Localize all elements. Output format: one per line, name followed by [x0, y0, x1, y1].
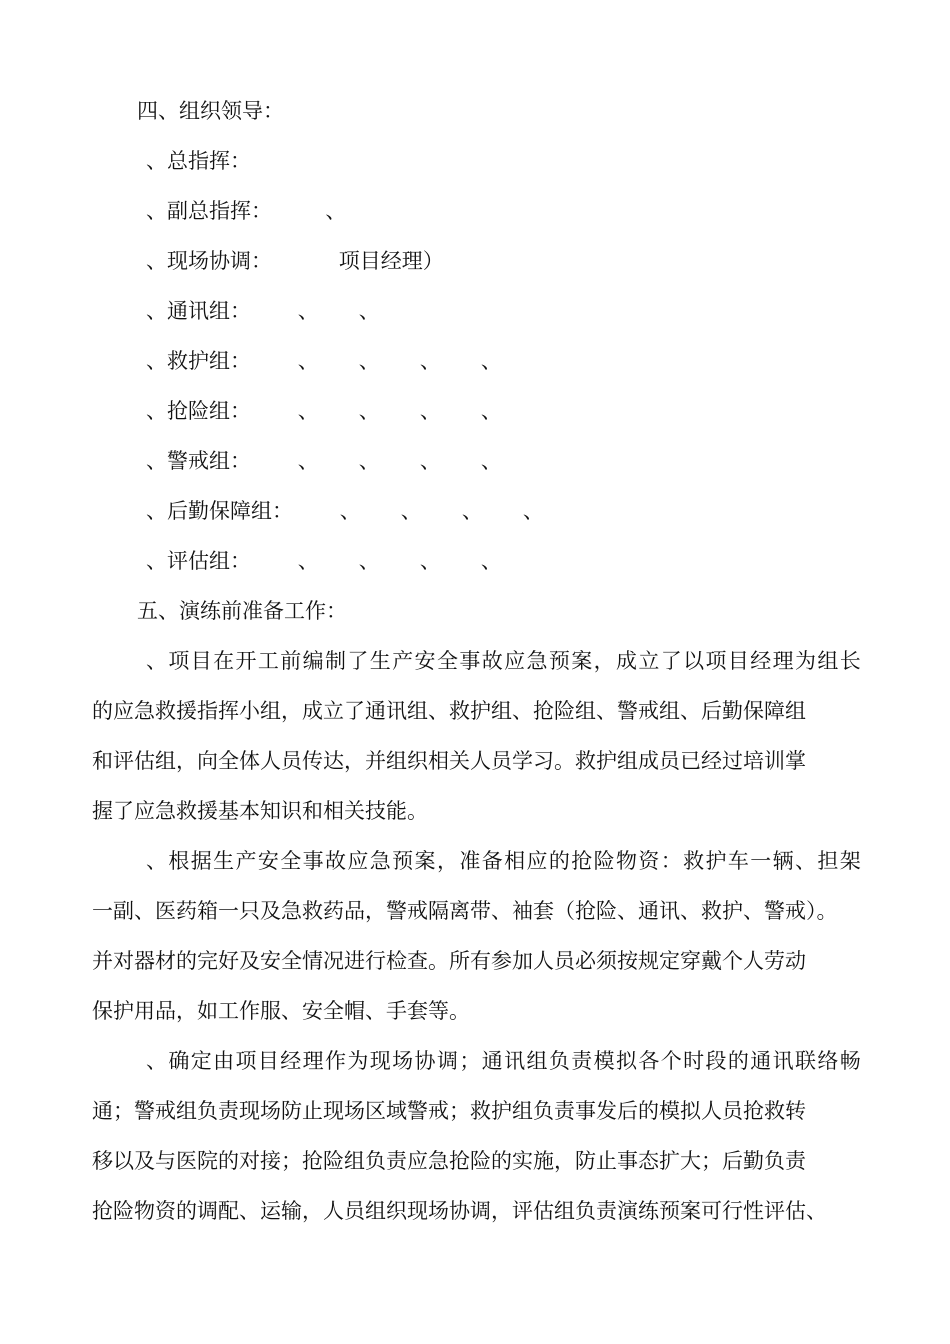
section-4-heading: 四、组织领导： [137, 99, 284, 123]
paragraph-2-line-2: 一副、医药箱一只及急救药品，警戒隔离带、袖套（抢险、通讯、救护、警戒）。 [92, 899, 838, 923]
paragraph-3-line-1: 、确定由项目经理作为现场协调；通讯组负责模拟各个时段的通讯联络畅 [146, 1049, 863, 1073]
paragraph-1-line-1: 、项目在开工前编制了生产安全事故应急预案，成立了以项目经理为组长 [146, 649, 863, 673]
role-site-coordinator: 、现场协调： 项目经理） [146, 249, 444, 273]
role-rescue-group: 、救护组： 、 、 、 、 [146, 349, 502, 373]
role-assessment-group: 、评估组： 、 、 、 、 [146, 549, 502, 573]
paragraph-1-line-3: 和评估组，向全体人员传达，并组织相关人员学习。救护组成员已经过培训掌 [92, 749, 806, 773]
role-commander: 、总指挥： [146, 149, 251, 173]
paragraph-2-line-3: 并对器材的完好及安全情况进行检查。所有参加人员必须按规定穿戴个人劳动 [92, 949, 806, 973]
role-deputy-commander: 、副总指挥： 、 [146, 199, 347, 223]
paragraph-2-line-4: 保护用品，如工作服、安全帽、手套等。 [92, 999, 470, 1023]
role-logistics-group: 、后勤保障组： 、 、 、 、 [146, 499, 544, 523]
paragraph-3-line-3: 移以及与医院的对接；抢险组负责应急抢险的实施，防止事态扩大；后勤负责 [92, 1149, 806, 1173]
paragraph-3-line-2: 通；警戒组负责现场防止现场区域警戒；救护组负责事发后的模拟人员抢救转 [92, 1099, 806, 1123]
section-5-heading: 五、演练前准备工作： [137, 599, 347, 623]
role-emergency-group: 、抢险组： 、 、 、 、 [146, 399, 502, 423]
role-guard-group: 、警戒组： 、 、 、 、 [146, 449, 502, 473]
paragraph-2-line-1: 、根据生产安全事故应急预案，准备相应的抢险物资：救护车一辆、担架 [146, 849, 863, 873]
role-communication-group: 、通讯组： 、 、 [146, 299, 380, 323]
paragraph-1-line-2: 的应急救援指挥小组，成立了通讯组、救护组、抢险组、警戒组、后勤保障组 [92, 699, 806, 723]
paragraph-3-line-4: 抢险物资的调配、运输，人员组织现场协调，评估组负责演练预案可行性评估、 [92, 1199, 827, 1223]
paragraph-1-line-4: 握了应急救援基本知识和相关技能。 [92, 799, 428, 823]
